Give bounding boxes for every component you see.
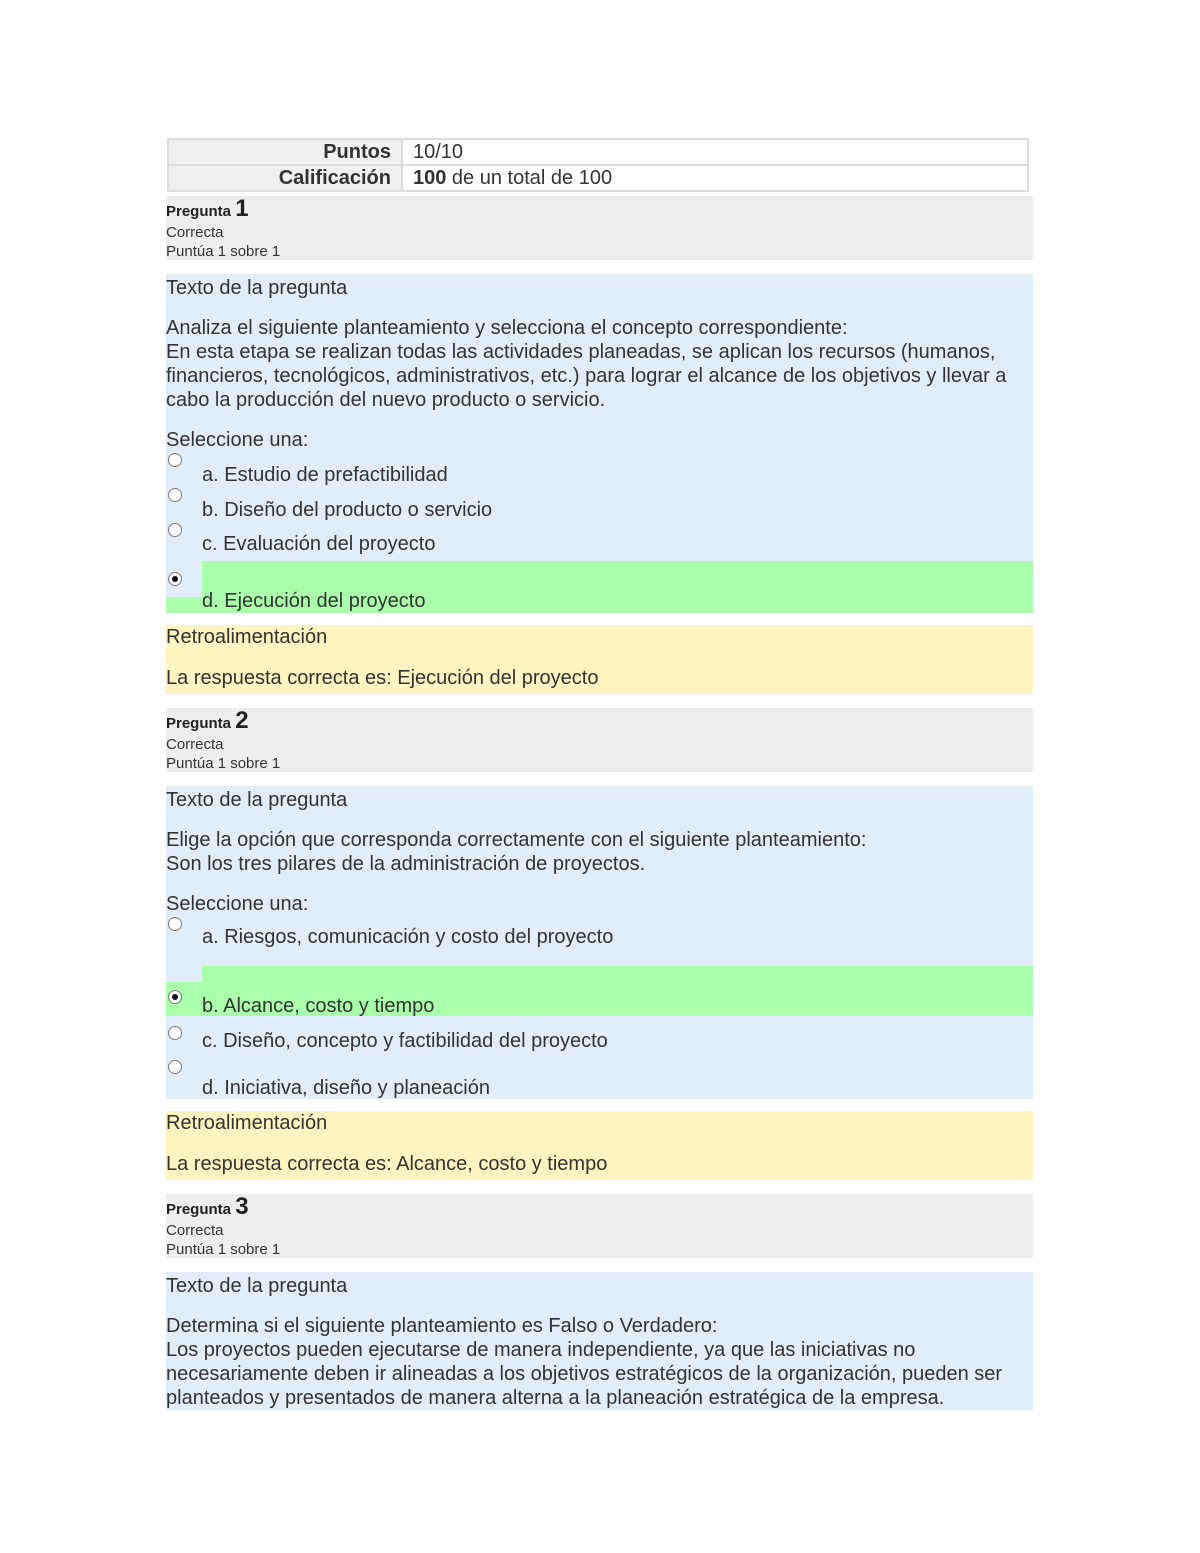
question-text-label: Texto de la pregunta [166,789,348,811]
feedback-text: La respuesta correcta es: Alcance, costo y tiempo [166,1153,608,1175]
feedback-text: La respuesta correcta es: Ejecución del proyecto [166,667,599,689]
feedback-label: Retroalimentación [166,626,328,648]
radio-button[interactable] [168,917,182,931]
grade-label: Calificación [168,165,402,191]
radio-button[interactable] [168,1060,182,1074]
summary-table [167,138,1029,192]
quiz-review-page [166,138,1033,1410]
feedback-box [166,625,1033,694]
question-number: 1 [235,195,249,222]
answer-option-label: b. Alcance, costo y tiempo [202,995,435,1017]
answer-option-a[interactable] [166,920,1033,966]
answer-option-b[interactable] [166,491,1033,526]
question-state: Correcta [166,736,224,753]
grade-value [402,165,1028,191]
radio-button[interactable] [168,990,182,1004]
question-line: Son los tres pilares de la administración de proyectos. [166,853,646,875]
answer-option-label: d. Ejecución del proyecto [202,590,426,612]
radio-selected-dot [172,576,178,582]
question-line: Elige la opción que corresponda correctamente con el siguiente planteamiento: [166,829,867,851]
question-text-label: Texto de la pregunta [166,1275,348,1297]
question-content [166,786,1033,1099]
answer-option-label: a. Estudio de prefactibilidad [202,464,448,486]
summary-row-grade [168,165,1028,191]
radio-cell [166,966,202,982]
grade-value-score: 100 [413,166,447,189]
question-title [166,1193,1033,1221]
answer-option-label: a. Riesgos, comunicación y costo del proyecto [202,926,614,948]
points-value: 10/10 [402,139,1028,165]
question-state: Correcta [166,1222,224,1239]
answer-option-a[interactable] [166,456,1033,491]
question-title-label: Pregunta [166,203,232,220]
radio-button[interactable] [168,453,182,467]
summary-row-points [168,139,1028,165]
radio-button[interactable] [168,572,182,586]
select-prompt: Seleccione una: [166,429,309,451]
question-text-label: Texto de la pregunta [166,277,348,299]
question-grade: Puntúa 1 sobre 1 [166,755,281,772]
question-title-label: Pregunta [166,715,232,732]
question-body [166,828,1033,876]
question-content [166,274,1033,613]
question-state: Correcta [166,224,224,241]
spacer [166,1180,1033,1194]
question-line: Analiza el siguiente planteamiento y selecciona el concepto correspondiente: [166,317,848,339]
answer-option-d[interactable] [166,561,1033,613]
answer-option-label: c. Diseño, concepto y factibilidad del proyecto [202,1030,608,1052]
question-info [166,196,1033,260]
radio-selected-dot [172,994,178,1000]
question-grade: Puntúa 1 sobre 1 [166,243,281,260]
question-title [166,707,1033,735]
question-info [166,708,1033,772]
answer-option-b[interactable] [166,966,1033,1016]
question-1 [166,196,1033,694]
question-title [166,195,1033,223]
question-number: 2 [235,707,249,734]
question-grade: Puntúa 1 sobre 1 [166,1241,281,1258]
question-title-label: Pregunta [166,1201,232,1218]
feedback-box [166,1111,1033,1180]
select-prompt: Seleccione una: [166,893,309,915]
answer-option-label: d. Iniciativa, diseño y planeación [202,1077,490,1099]
question-2 [166,708,1033,1180]
spacer [166,694,1033,708]
answer-option-c[interactable] [166,526,1033,561]
question-content [166,1272,1033,1410]
answer-option-label: c. Evaluación del proyecto [202,533,436,555]
radio-button[interactable] [168,488,182,502]
question-body [166,316,1033,412]
question-3 [166,1194,1033,1410]
answer-option-d[interactable] [166,1052,1033,1099]
points-label: Puntos [168,139,402,165]
feedback-label: Retroalimentación [166,1112,328,1134]
question-line: Los proyectos pueden ejecutarse de manera independiente, ya que las iniciativas no necesariamente deben ir alineadas a los objetivos estratégicos de la organización, pueden ser planteados y presentados de manera alterna a la planeación estratégica de la empresa. [166,1339,1003,1409]
question-line: En esta etapa se realizan todas las actividades planeadas, se aplican los recursos (humanos, financieros, tecnológicos, administrativos, etc.) para lograr el alcance de los objetivos y llevar a cabo la producción del nuevo producto o servicio. [166,341,1007,411]
question-info [166,1194,1033,1258]
answer-option-label: b. Diseño del producto o servicio [202,499,493,521]
grade-value-total: de un total de 100 [446,166,613,189]
answer-option-c[interactable] [166,1016,1033,1052]
radio-button[interactable] [168,523,182,537]
question-number: 3 [235,1193,249,1220]
question-line: Determina si el siguiente planteamiento es Falso o Verdadero: [166,1315,718,1337]
question-body [166,1314,1033,1410]
radio-button[interactable] [168,1026,182,1040]
